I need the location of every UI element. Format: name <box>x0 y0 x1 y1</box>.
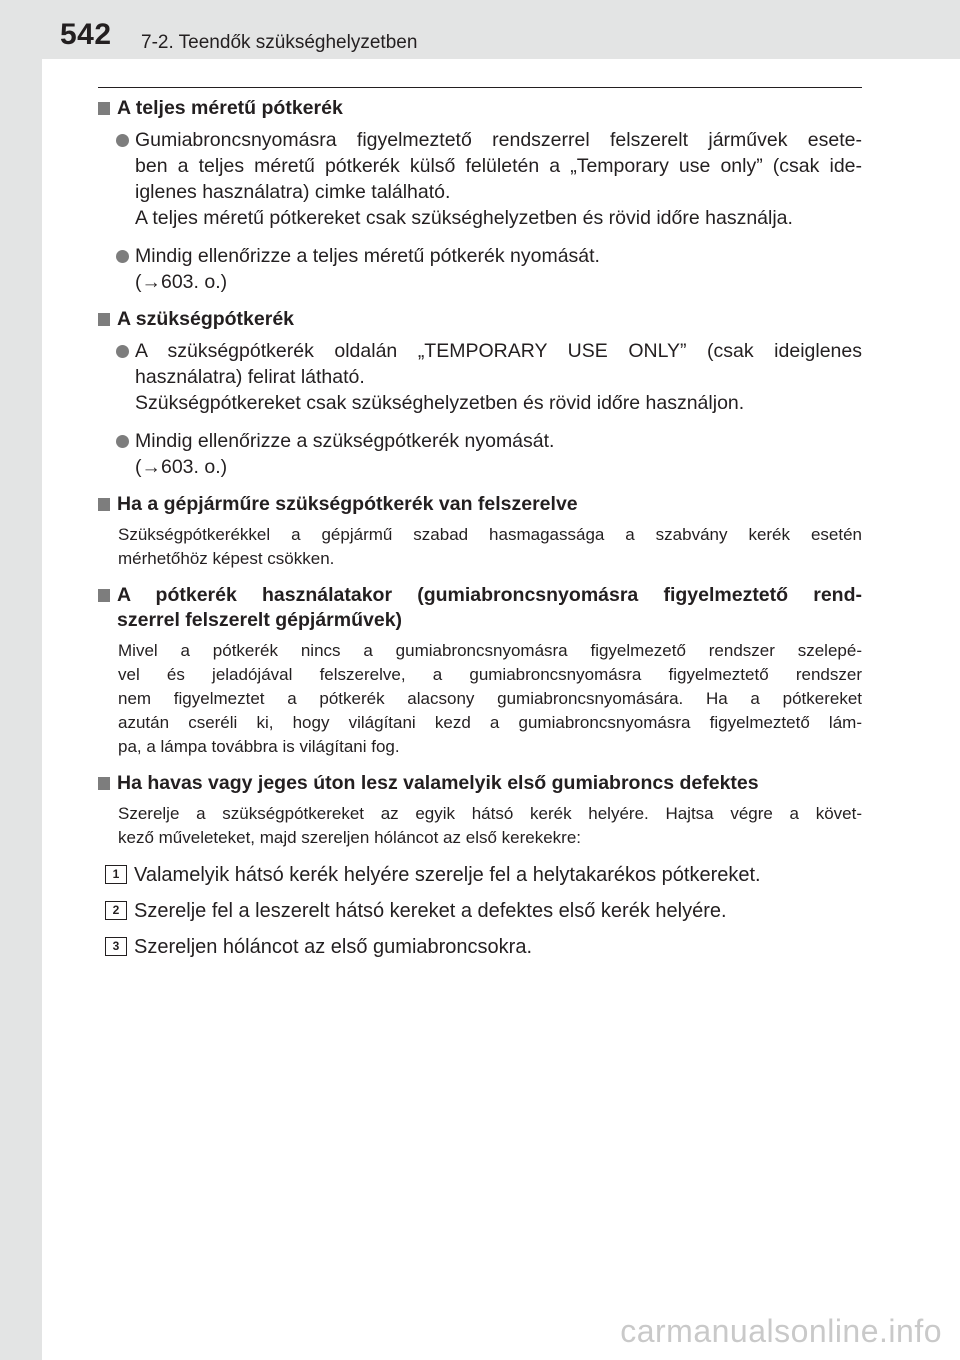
bullet-text-line: (→603. o.) <box>135 456 228 478</box>
bullet-text-line: Mindig ellenőrizze a szükségpótkerék nyomását. <box>135 430 555 452</box>
header-divider <box>98 87 862 88</box>
bullet-text-line: Szükségpótkereket csak szükséghelyzetben és rövid időre használjon. <box>135 392 745 414</box>
page-margin-band <box>0 0 42 1360</box>
bullet-text-line: használatra) felirat látható. <box>135 366 365 388</box>
heading-square-marker-icon <box>98 102 110 115</box>
page-number: 542 <box>60 18 112 51</box>
note-text-line: azután cseréli ki, hogy világítani kezd a gumiabroncsnyomásra figyelmeztető lám- <box>118 713 862 732</box>
section-block <box>98 583 862 759</box>
bullet-text-line: A teljes méretű pótkereket csak szükséghelyzetben és rövid időre használja. <box>135 207 793 229</box>
bullet-dot-icon <box>116 134 129 147</box>
heading-square-marker-icon <box>98 589 110 602</box>
step-text: Szerelje fel a leszerelt hátsó kereket a defektes első kerék helyére. <box>134 900 727 922</box>
heading-line: A teljes méretű pótkerék <box>117 97 343 119</box>
section-block <box>98 307 862 480</box>
section-heading <box>98 583 862 633</box>
note-text-line: Mivel a pótkerék nincs a gumiabroncsnyomásra figyelmezető rendszer szelepé- <box>118 641 862 660</box>
section-title: 7-2. Teendők szükséghelyzetben <box>141 32 418 53</box>
bullet-item <box>98 428 862 480</box>
note-text-line: kező műveleteket, majd szereljen hóláncot az első kerekekre: <box>118 828 582 847</box>
bullet-item <box>98 338 862 416</box>
bullet-text-line: Mindig ellenőrizze a teljes méretű pótkerék nyomását. <box>135 245 600 267</box>
section-heading <box>98 96 862 121</box>
bullet-dot-icon <box>116 250 129 263</box>
section-block <box>98 96 862 295</box>
heading-square-marker-icon <box>98 498 110 511</box>
note-paragraph <box>98 639 862 759</box>
step-text: Szereljen hóláncot az első gumiabroncsokra. <box>134 936 532 958</box>
heading-line: Ha a gépjárműre szükségpótkerék van felszerelve <box>117 493 578 515</box>
numbered-step <box>98 934 862 960</box>
bullet-item <box>98 243 862 295</box>
heading-square-marker-icon <box>98 777 110 790</box>
heading-line: Ha havas vagy jeges úton lesz valamelyik első gumiabroncs defektes <box>117 772 759 794</box>
section-block <box>98 492 862 571</box>
section-heading <box>98 771 862 796</box>
bullet-text-line: (→603. o.) <box>135 271 228 293</box>
bullet-text-line: ben a teljes méretű pótkerék külső felületén a „Temporary use only” (csak ide- <box>135 155 862 177</box>
watermark: carmanualsonline.info <box>620 1313 942 1349</box>
bullet-text-line: A szükségpótkerék oldalán „TEMPORARY USE ONLY” (csak ideiglenes <box>135 340 862 362</box>
heading-line: A szükségpótkerék <box>117 308 295 330</box>
section-heading <box>98 307 862 332</box>
heading-line: A pótkerék használatakor (gumiabroncsnyomásra figyelmeztető rend- <box>117 584 862 606</box>
numbered-step <box>98 898 862 924</box>
bullet-dot-icon <box>116 345 129 358</box>
section-heading <box>98 492 862 517</box>
step-number-badge: 1 <box>105 865 127 884</box>
note-paragraph <box>98 802 862 850</box>
step-number-badge: 2 <box>105 901 127 920</box>
bullet-text-line: Gumiabroncsnyomásra figyelmeztető rendszerrel felszerelt járművek esete- <box>135 129 862 151</box>
step-text: Valamelyik hátsó kerék helyére szerelje fel a helytakarékos pótkereket. <box>134 864 761 886</box>
note-text-line: vel és jeladójával felszerelve, a gumiabroncsnyomásra figyelmeztető rendszer <box>118 665 862 684</box>
bullet-text-line: iglenes használatra) cimke található. <box>135 181 451 203</box>
note-text-line: Szerelje a szükségpótkereket az egyik hátsó kerék helyére. Hajtsa végre a követ- <box>118 804 862 823</box>
bullet-dot-icon <box>116 435 129 448</box>
heading-line: szerrel felszerelt gépjárművek) <box>117 609 403 631</box>
heading-square-marker-icon <box>98 313 110 326</box>
step-number-badge: 3 <box>105 937 127 956</box>
note-text-line: pa, a lámpa továbbra is világítani fog. <box>118 737 400 756</box>
section-block <box>98 771 862 960</box>
note-text-line: Szükségpótkerékkel a gépjármű szabad hasmagassága a szabvány kerék esetén <box>118 525 862 544</box>
numbered-step <box>98 862 862 888</box>
page-content <box>98 96 862 970</box>
note-paragraph <box>98 523 862 571</box>
note-text-line: mérhetőhöz képest csökken. <box>118 549 335 568</box>
note-text-line: nem figyelmeztet a pótkerék alacsony gumiabroncsnyomására. Ha a pótkereket <box>118 689 862 708</box>
bullet-item <box>98 127 862 231</box>
